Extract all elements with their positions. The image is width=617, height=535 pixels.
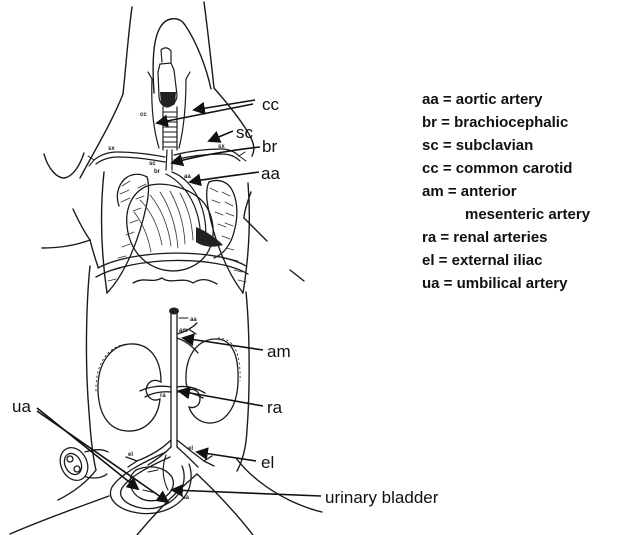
callout-line-sc <box>209 131 233 141</box>
heart-dark-wedge <box>196 227 223 247</box>
external-iliac-arteries <box>126 440 214 467</box>
trachea-rings <box>163 112 177 147</box>
callout-label-aa: aa <box>261 164 280 183</box>
legend-item-ra: ra = renal arteries <box>422 229 548 246</box>
inline-mark-aa-arch: aa <box>184 174 191 180</box>
aorta-cut-end <box>169 308 179 315</box>
callout-label-am: am <box>267 342 291 361</box>
inline-mark-cc: cc <box>140 112 147 118</box>
legend-item-ua: ua = umbilical artery <box>422 275 568 292</box>
urinary-bladder-shape <box>130 467 173 501</box>
legend-item-br: br = brachiocephalic <box>422 114 569 131</box>
crotch-right <box>197 474 253 535</box>
left-neck <box>80 94 123 178</box>
legend-item-am-cont: mesenteric artery <box>465 206 591 223</box>
liver-edge <box>133 278 217 284</box>
inline-mark-ra: ra <box>160 393 166 399</box>
callout-line-ra <box>179 391 263 406</box>
inline-mark-el-left: el <box>128 452 134 458</box>
left-rib-flap <box>107 177 149 293</box>
trachea <box>163 107 177 150</box>
inline-mark-sx-left: sx <box>108 146 115 152</box>
legend-item-aa: aa = aortic artery <box>422 91 543 108</box>
abdominal-aorta <box>171 312 177 447</box>
thyroid-shade <box>160 92 176 107</box>
inline-mark-am: am <box>179 328 188 334</box>
right-kidney <box>186 339 238 423</box>
legend-item-cc: cc = common carotid <box>422 160 573 177</box>
callout-line-cc-2 <box>157 104 253 123</box>
callout-label-sc: sc <box>236 123 253 142</box>
left-hindlimb <box>10 496 109 534</box>
inline-mark-sx-right: sx <box>218 144 225 150</box>
renal-arteries <box>140 386 205 398</box>
legend-item-el: el = external iliac <box>422 252 543 269</box>
callout-label-br: br <box>262 137 278 156</box>
callout-label-ra: ra <box>267 398 283 417</box>
lung-hatching <box>120 181 234 226</box>
legend-item-sc: sc = subclavian <box>422 137 534 154</box>
inline-mark-br: br <box>154 169 160 175</box>
right-hindlimb <box>236 458 322 512</box>
umbilical-arteries <box>110 452 191 514</box>
callout-label-el: el <box>261 453 275 472</box>
brachiocephalic <box>166 150 172 170</box>
left-carotid <box>152 79 159 148</box>
legend-item-am: am = anterior <box>422 183 517 200</box>
right-carotid <box>179 79 186 148</box>
left-cheek <box>44 153 84 178</box>
inline-mark-aa-abd: aa <box>190 317 197 323</box>
callout-line-aa <box>190 172 259 182</box>
callout-label-cc: cc <box>262 95 279 114</box>
inline-mark-sc: sc <box>149 161 156 167</box>
inline-mark-ua: ua <box>182 495 190 501</box>
callout-label-ua: ua <box>12 397 31 416</box>
inline-mark-el-right: el <box>188 446 194 452</box>
legend <box>422 88 617 295</box>
callout-label-urinary-bladder: urinary bladder <box>325 488 439 507</box>
callout-line-urinary-bladder <box>172 490 321 496</box>
abdomen <box>55 308 240 514</box>
thorax <box>96 174 248 293</box>
umbilical-cord <box>55 443 108 485</box>
left-forelimb <box>73 209 90 240</box>
